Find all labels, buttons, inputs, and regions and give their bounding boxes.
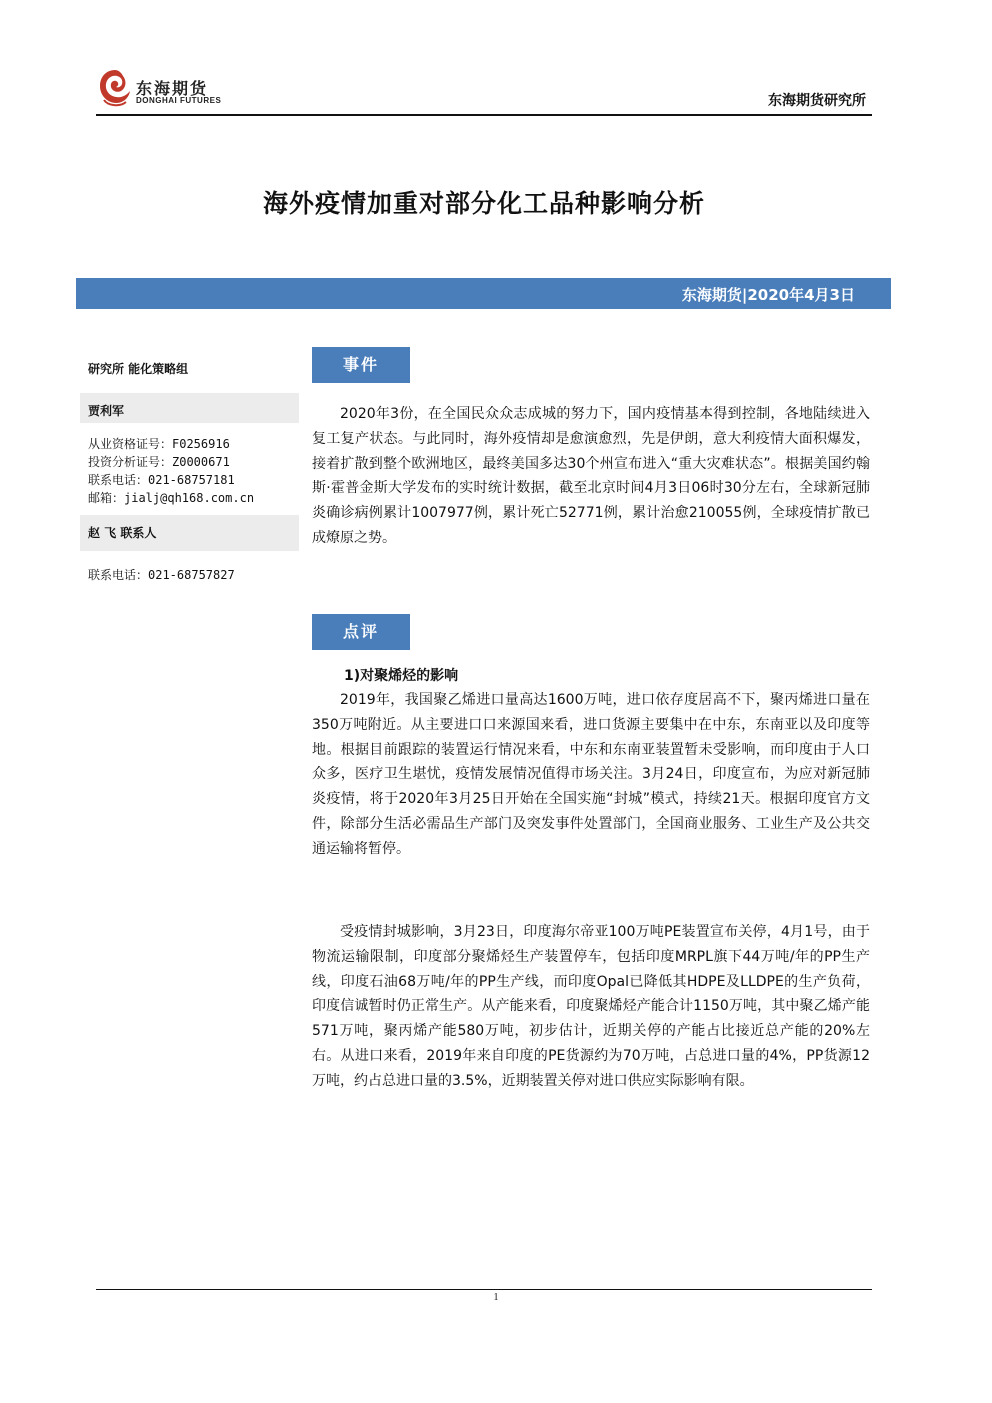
logo-english-text: DONGHAI FUTURES xyxy=(136,96,222,105)
analyst-investment-number: 投资分析证号：Z0000671 xyxy=(88,455,230,469)
comment-paragraph-1: 2019年，我国聚乙烯进口量高达1600万吨，进口依存度居高不下，聚丙烯进口量在350万吨附近。从主要进口口来源国来看，进口货源主要集中在中东，东南亚以及印度等地。根据目前跟踪的装置运行情况来看，中东和东南亚装置暂未受影响，而印度由于人口众多，医疗卫生堪忧，疫情发展情况值得市场关注。3月24日，印度宣布，为应对新冠肺炎疫情，将于2020年3月25日开始在全国实施“封城”模式，持续21天。根据印度官方文件，除部分生活必需品生产部门及突发事件处置部门，全国商业服务、工业生产及公共交通运输将暂停。 xyxy=(312,692,870,857)
report-title: 海外疫情加重对部分化工品种影响分析 xyxy=(262,189,705,218)
section-heading-comment: 点评 xyxy=(312,614,410,650)
date-band-text: 东海期货|2020年4月3日 xyxy=(681,286,855,304)
page-header xyxy=(96,62,872,116)
contact-phone: 联系电话：021-68757827 xyxy=(88,568,235,582)
footer-divider xyxy=(96,1289,872,1290)
analyst-phone: 联系电话：021-68757181 xyxy=(88,473,235,487)
logo-chinese-text: 东海期货 xyxy=(136,79,209,98)
event-paragraph: 2020年3份，在全国民众众志成城的努力下，国内疫情基本得到控制，各地陆续进入复工复产状态。与此同时，海外疫情却是愈演愈烈，先是伊朗，意大利疫情大面积爆发，接着扩散到整个欧洲地区，最终美国多达30个州宣布进入“重大灾难状态”。根据美国约翰斯·霍普金斯大学发布的实时统计数据，截至北京时间4月3日06时30分左右，全球新冠肺炎确诊病例累计1007977例，累计死亡52771例，累计治愈210055例，全球疫情扩散已成燎原之势。 xyxy=(312,406,870,546)
analyst-name: 贾利军 xyxy=(88,404,125,418)
research-group-label: 研究所 能化策略组 xyxy=(88,362,189,376)
page-number: 1 xyxy=(493,1292,499,1303)
header-institute-label: 东海期货研究所 xyxy=(768,93,866,109)
section-heading-event: 事件 xyxy=(312,347,410,383)
analyst-qualification-number: 从业资格证号：F0256916 xyxy=(88,437,230,451)
date-band xyxy=(76,278,891,309)
contact-name: 赵 飞 联系人 xyxy=(88,526,157,540)
comment-paragraph-2: 受疫情封城影响，3月23日，印度海尔帝亚100万吨PE装置宣布关停，4月1号，由于物流运输限制，印度部分聚烯烃生产装置停车，包括印度MRPL旗下44万吨/年的PP生产线，印度石油68万吨/年的PP生产线，而印度Opal已降低其HDPE及LLDPE的生产负荷，印度信诚暂时仍正常生产。从产能来看，印度聚烯烃产能合计1150万吨，其中聚乙烯产能571万吨，聚丙烯产能580万吨，初步估计，近期关停的产能占比接近总产能的20%左右。从进口来看，2019年来自印度的PE货源约为70万吨，占总进口量的4%，PP货源12万吨，约占总进口量的3.5%，近期装置关停对进口供应实际影响有限。 xyxy=(312,924,870,1089)
logo-icon xyxy=(96,66,134,108)
comment-subheading: 1)对聚烯烃的影响 xyxy=(344,668,459,684)
analyst-email[interactable]: 邮箱：jialj@qh168.com.cn xyxy=(88,491,255,505)
company-logo xyxy=(96,66,236,110)
